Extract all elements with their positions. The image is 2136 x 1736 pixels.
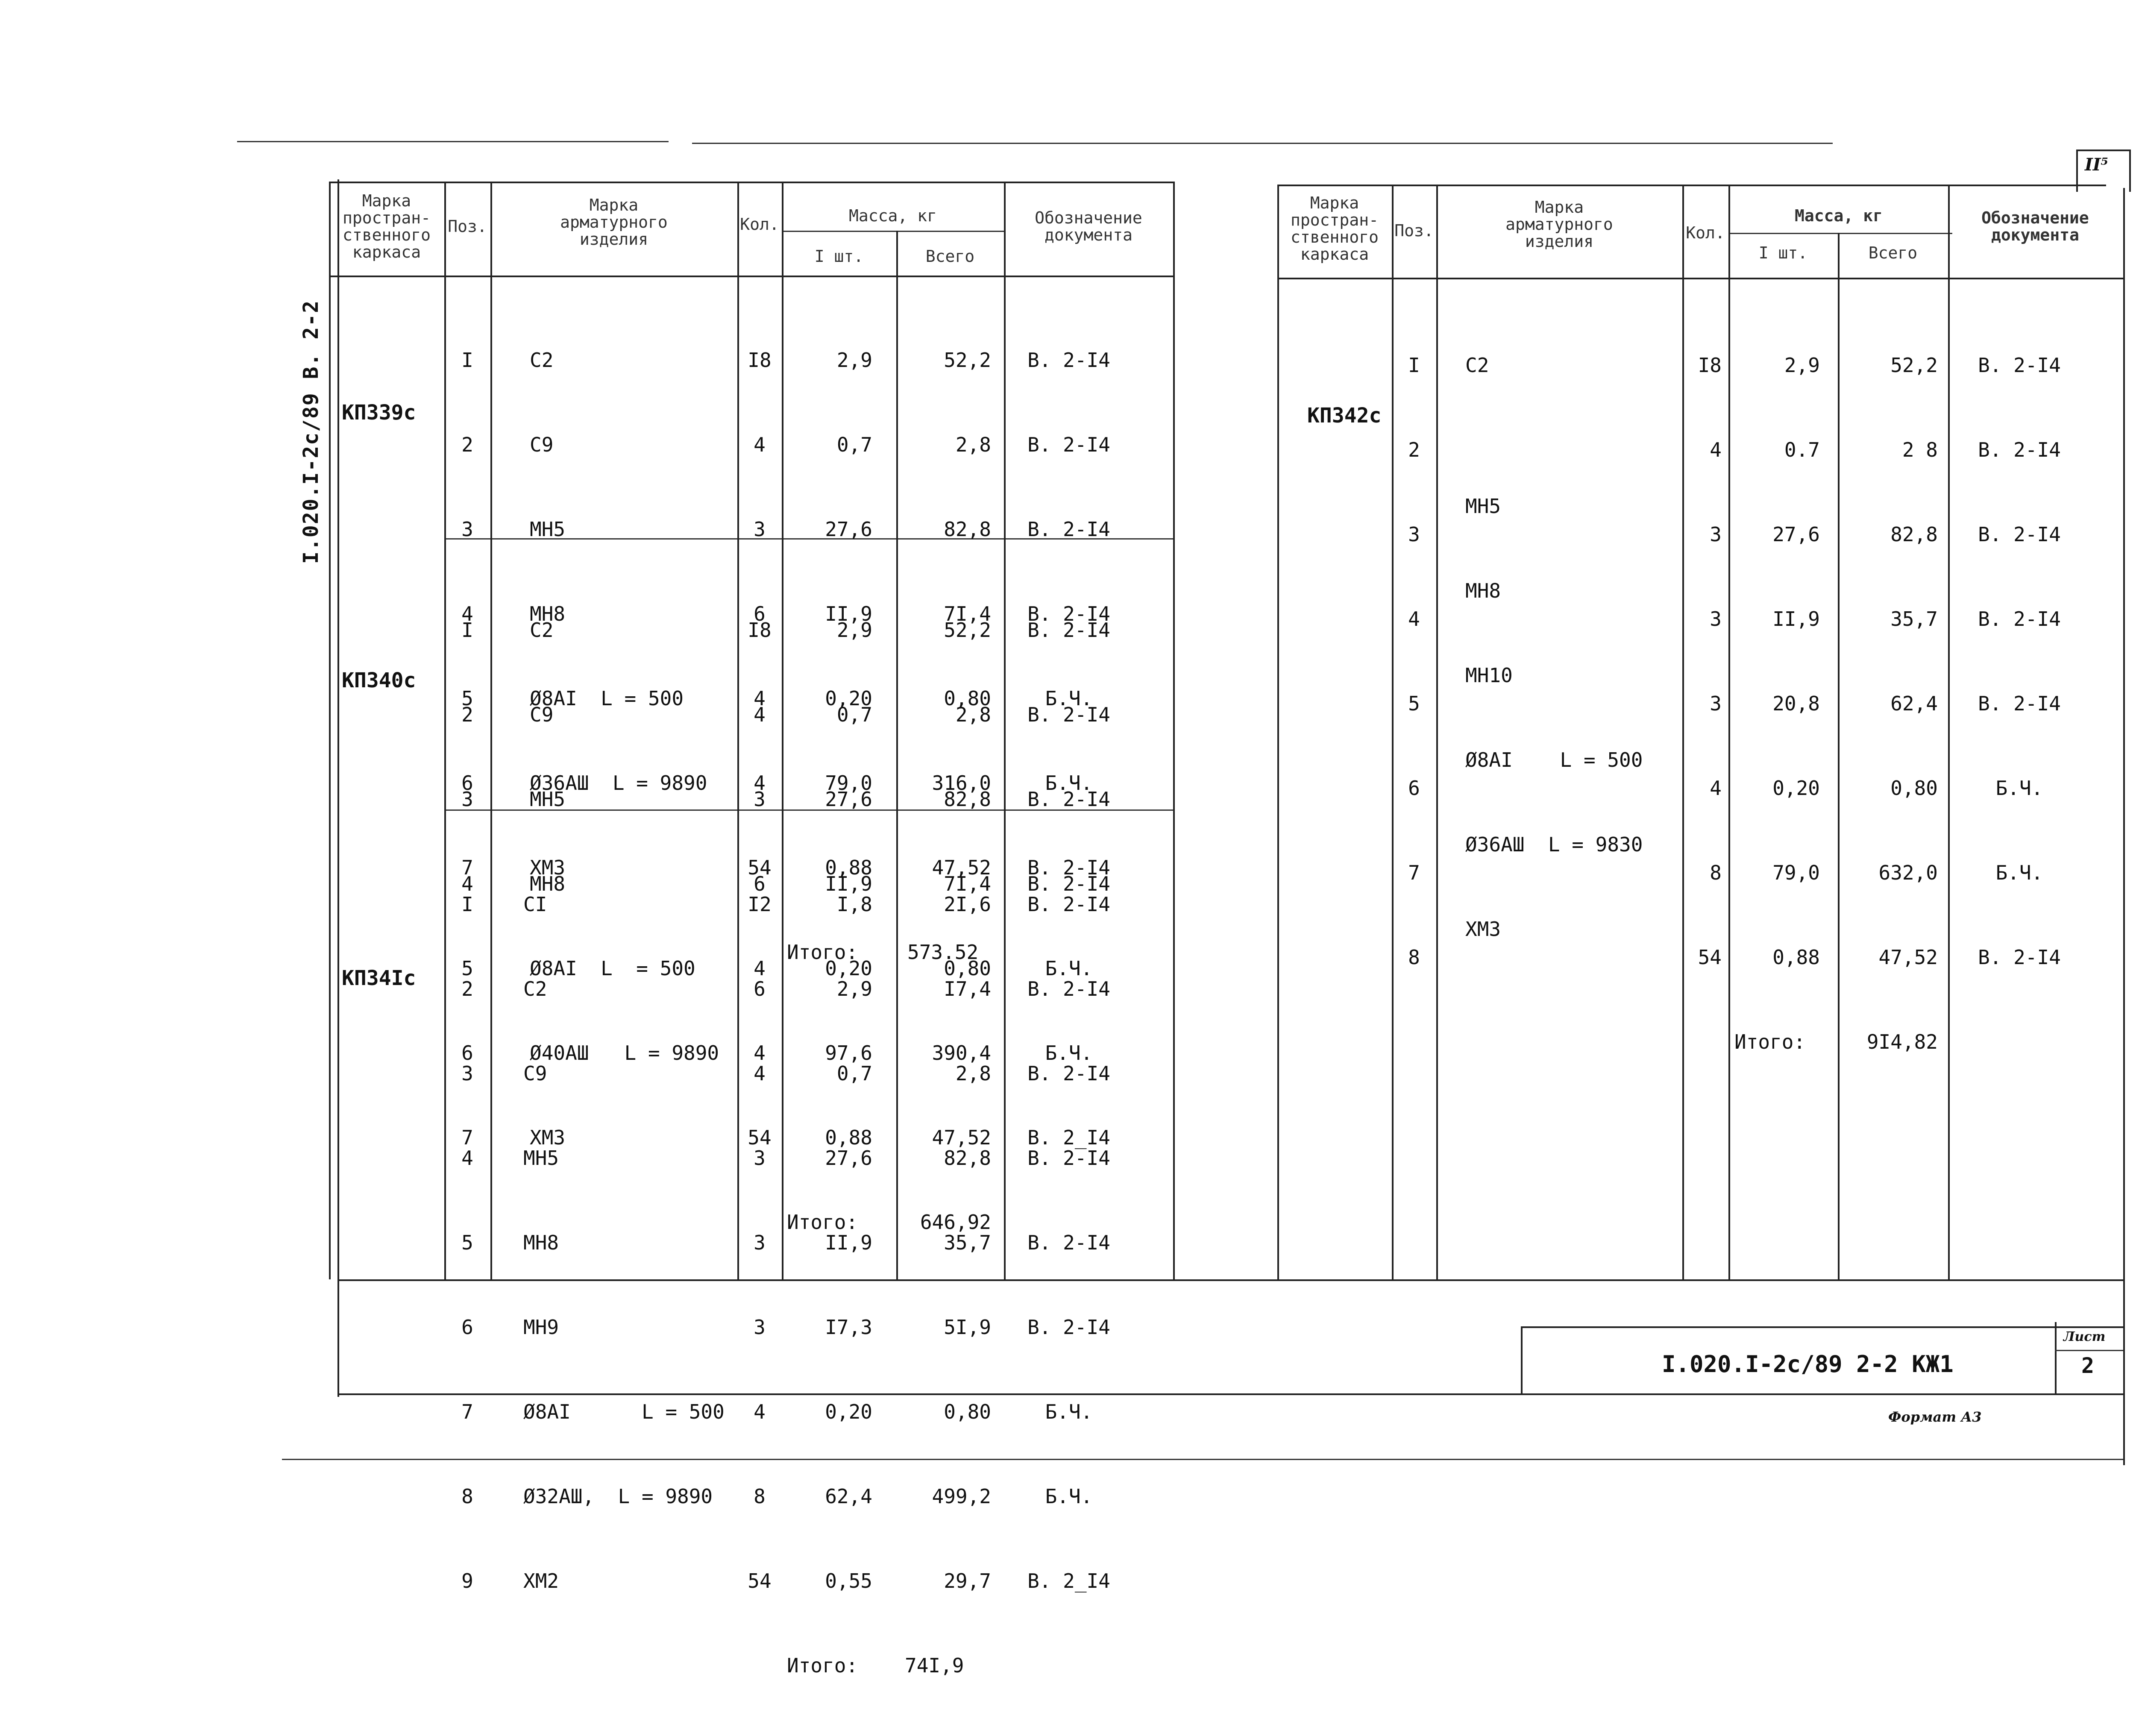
item-cell: ХМ3 <box>530 1126 566 1149</box>
format-label: Формат А3 <box>1888 1409 1982 1425</box>
total-label: Итого: <box>787 941 858 964</box>
item-cell: Ø8АI L = 500 <box>1465 748 1643 771</box>
mass-one-cell: II,9 <box>1772 607 1820 630</box>
right-all-col <box>1840 295 1938 1112</box>
left-header-mass-one: I шт. <box>814 247 864 266</box>
doc-cell: В. 2-I4 <box>1027 788 1110 811</box>
item-cell: С9 <box>530 703 554 726</box>
mass-one-cell: 0,7 <box>836 703 872 726</box>
mass-one-cell: 0,20 <box>1772 777 1820 800</box>
mass-one-cell: 27,6 <box>825 788 872 811</box>
qty-cell: 3 <box>754 518 766 541</box>
mass-one-cell: 2,9 <box>1784 354 1820 377</box>
qty-cell: 3 <box>1710 692 1722 715</box>
pos-cell: 9 <box>461 1569 473 1592</box>
mass-all-cell: 7I,4 <box>944 602 991 625</box>
pos-cell: 3 <box>461 518 473 541</box>
pos-cell: 8 <box>461 1485 473 1508</box>
mass-one-cell: 2,9 <box>836 349 872 372</box>
mass-one-cell: 2,9 <box>836 619 872 642</box>
left-header-mass-all: Всего <box>925 247 975 266</box>
item-cell: МН5 <box>530 788 566 811</box>
header-line: ственного <box>343 226 431 244</box>
qty-cell: 6 <box>754 977 766 1000</box>
header-line: простран- <box>1291 211 1379 229</box>
right-table-top <box>1277 185 2106 186</box>
right-pos-col <box>1393 295 1435 1028</box>
mass-one-cell: 0,20 <box>825 1400 872 1423</box>
right-header-mark-item <box>1437 199 1681 250</box>
pos-cell: 5 <box>461 687 473 710</box>
pos-cell: 3 <box>461 1062 473 1085</box>
doc-cell: В. 2-I4 <box>1027 856 1110 879</box>
doc-cell: В. 2-I4 <box>1978 692 2061 715</box>
qty-cell: 4 <box>754 771 766 795</box>
mass-one-cell: 0,88 <box>1772 946 1820 969</box>
mass-all-cell: 52,2 <box>944 619 991 642</box>
mass-one-cell: II,9 <box>825 872 872 895</box>
right-header-doc <box>1949 209 2121 243</box>
pos-cell: 2 <box>461 433 473 456</box>
pos-cell: 5 <box>461 957 473 980</box>
item-cell: МН9 <box>523 1316 559 1339</box>
mass-one-cell: 27,6 <box>825 518 872 541</box>
header-line: изделия <box>1525 232 1594 251</box>
header-line: арматурного <box>1505 215 1613 234</box>
top-rule-right <box>692 143 1833 144</box>
pos-cell: 4 <box>461 872 473 895</box>
mass-all-cell: 29,7 <box>944 1569 991 1592</box>
pos-cell: 4 <box>461 602 473 625</box>
qty-cell: 4 <box>1710 438 1722 461</box>
left-header-mark-frame <box>330 192 443 261</box>
mass-one-cell: 0,20 <box>825 957 872 980</box>
header-line: простран- <box>343 208 431 227</box>
mass-one-cell: 27,6 <box>825 1147 872 1170</box>
pos-cell: 4 <box>1408 607 1420 630</box>
mass-all-cell: 82,8 <box>944 518 991 541</box>
item-cell: С2 <box>530 619 554 642</box>
left-header-mass: Масса, кг <box>849 206 937 225</box>
item-cell: Ø8АI L = 500 <box>523 1400 725 1423</box>
item-cell: С2 <box>1465 354 1489 377</box>
qty-cell: 4 <box>754 687 766 710</box>
qty-cell: 54 <box>748 856 772 879</box>
qty-cell: 3 <box>1710 607 1722 630</box>
header-line: документа <box>1991 226 2079 244</box>
qty-cell: I8 <box>748 619 772 642</box>
pos-cell: 5 <box>1408 692 1420 715</box>
qty-cell: 6 <box>754 872 766 895</box>
frame-right <box>2123 188 2125 1465</box>
item-cell: Ø36АШ L = 9890 <box>530 771 707 795</box>
pos-cell: 2 <box>461 703 473 726</box>
doc-cell: В. 2-I4 <box>1978 946 2061 969</box>
qty-cell: 8 <box>754 1485 766 1508</box>
header-line: изделия <box>579 230 648 249</box>
left-header-qty: Кол. <box>740 215 779 234</box>
doc-cell: В. 2-I4 <box>1978 354 2061 377</box>
doc-cell: В. 2-I4 <box>1027 893 1110 916</box>
sheet-number: 2 <box>2081 1353 2095 1378</box>
left-g3-item-col <box>523 834 735 1651</box>
right-col-frame <box>1277 185 1279 1279</box>
doc-cell: В. 2-I4 <box>1027 1062 1110 1085</box>
mass-all-cell: 499,2 <box>932 1485 991 1508</box>
qty-cell: 4 <box>754 703 766 726</box>
stamp-top <box>1521 1326 2123 1328</box>
header-line: Обозначение <box>1035 208 1142 227</box>
mass-all-cell: 0,80 <box>1890 777 1938 800</box>
pos-cell: 2 <box>461 977 473 1000</box>
pos-cell: 7 <box>461 856 473 879</box>
left-header-doc <box>1005 209 1172 243</box>
mass-one-cell: 62,4 <box>825 1485 872 1508</box>
qty-cell: 3 <box>754 1147 766 1170</box>
sheet-label: Лист <box>2063 1329 2106 1344</box>
qty-cell: 4 <box>754 957 766 980</box>
mass-one-cell: 2,9 <box>836 977 872 1000</box>
total-value: 646,92 <box>920 1211 991 1234</box>
left-mass-split <box>782 231 1004 232</box>
mass-all-cell: 35,7 <box>944 1231 991 1254</box>
frame-mark-kp340: КП340с <box>342 669 416 692</box>
header-line: Марка <box>1310 194 1359 212</box>
doc-cell: В. 2-I4 <box>1027 349 1110 372</box>
mass-all-cell: 82,8 <box>1890 523 1938 546</box>
qty-cell: 54 <box>748 1569 772 1592</box>
header-line: Марка <box>1535 198 1584 217</box>
pos-cell: I <box>461 349 473 372</box>
pos-cell: 6 <box>461 1041 473 1064</box>
doc-cell: В. 2-I4 <box>1027 1147 1110 1170</box>
mass-one-cell: 0,88 <box>825 1126 872 1149</box>
qty-cell: 3 <box>1710 523 1722 546</box>
item-cell: МН5 <box>523 1147 559 1170</box>
mass-all-cell: 632,0 <box>1878 861 1938 884</box>
mass-one-cell: 27,6 <box>1772 523 1820 546</box>
item-cell: Ø32АШ, L = 9890 <box>523 1485 713 1508</box>
right-header-mark-frame <box>1278 194 1391 263</box>
right-header-pos: Поз. <box>1394 221 1434 240</box>
right-one-col <box>1730 295 1820 1112</box>
header-line: Марка <box>362 191 411 210</box>
item-cell: Ø40АШ L = 9890 <box>530 1041 719 1064</box>
doc-cell: В. 2-I4 <box>1027 619 1110 642</box>
doc-cell: В. 2_I4 <box>1027 1126 1110 1149</box>
header-line: каркаса <box>1300 245 1369 264</box>
frame-mark-kp342: КП342с <box>1307 404 1382 428</box>
pos-cell: 4 <box>461 1147 473 1170</box>
item-cell: МН8 <box>530 872 566 895</box>
mass-all-cell: 47,52 <box>1878 946 1938 969</box>
right-doc-col <box>1949 295 2090 1028</box>
mass-one-cell: II,9 <box>825 602 872 625</box>
qty-cell: 6 <box>754 602 766 625</box>
pos-cell: 2 <box>1408 438 1420 461</box>
frame-mark-kp341: КП34Iс <box>342 966 416 990</box>
mass-all-cell: 390,4 <box>932 1041 991 1064</box>
header-line: документа <box>1045 226 1133 244</box>
left-g3-pos-col <box>445 834 490 1651</box>
left-col-end <box>1173 182 1175 1279</box>
mass-all-cell: 2,8 <box>955 433 991 456</box>
left-g3-doc-col <box>1005 834 1133 1651</box>
qty-cell: 3 <box>754 1231 766 1254</box>
qty-cell: I8 <box>748 349 772 372</box>
mass-one-cell: 20,8 <box>1772 692 1820 715</box>
mass-one-cell: 0,88 <box>825 856 872 879</box>
mass-all-cell: 35,7 <box>1890 607 1938 630</box>
right-col-item <box>1436 185 1438 1279</box>
left-col-frame <box>329 182 331 1279</box>
total-label: Итого: <box>787 1654 858 1677</box>
header-line: Марка <box>589 196 639 214</box>
doc-cell: В. 2-I4 <box>1978 438 2061 461</box>
item-cell: МН8 <box>530 602 566 625</box>
qty-cell: I8 <box>1698 354 1722 377</box>
right-mass-split <box>1730 233 1952 234</box>
frame-left <box>337 179 339 1397</box>
doc-cell: В. 2-I4 <box>1027 1316 1110 1339</box>
mass-all-cell: 52,2 <box>944 349 991 372</box>
item-cell: С2 <box>530 349 554 372</box>
doc-cell: Б.Ч. <box>1045 687 1093 710</box>
doc-cell: В. 2-I4 <box>1027 703 1110 726</box>
mass-all-cell: 82,8 <box>944 788 991 811</box>
doc-cell: Б.Ч. <box>1045 771 1093 795</box>
right-header-mass: Масса, кг <box>1795 206 1883 225</box>
mass-all-cell: I7,4 <box>944 977 991 1000</box>
mass-all-cell: 52,2 <box>1890 354 1938 377</box>
mass-one-cell: 0,7 <box>836 1062 872 1085</box>
doc-cell: Б.Ч. <box>1045 1041 1093 1064</box>
doc-cell: В. 2_I4 <box>1027 1569 1110 1592</box>
qty-cell: 4 <box>754 1041 766 1064</box>
item-cell: ХМ3 <box>1465 918 1501 941</box>
mass-all-cell: 7I,4 <box>944 872 991 895</box>
pos-cell: 3 <box>1408 523 1420 546</box>
qty-cell: 54 <box>1698 946 1722 969</box>
pos-cell: I <box>461 893 473 916</box>
pos-cell: 5 <box>461 1231 473 1254</box>
mass-all-cell: 5I,9 <box>944 1316 991 1339</box>
item-cell: С2 <box>523 977 547 1000</box>
header-line: ственного <box>1291 228 1379 246</box>
stamp-sheet-label-rule <box>2055 1350 2123 1351</box>
header-line: арматурного <box>560 213 668 232</box>
document-code: I.020.I-2с/89 2-2 КЖ1 <box>1662 1351 1954 1378</box>
item-cell: С9 <box>523 1062 547 1085</box>
mass-all-cell: 2,8 <box>955 703 991 726</box>
mass-one-cell: 79,0 <box>1772 861 1820 884</box>
pos-cell: 6 <box>461 771 473 795</box>
item-cell: МН8 <box>523 1231 559 1254</box>
doc-cell: Б.Ч. <box>1995 861 2043 884</box>
frame-mark-kp339: КП339с <box>342 401 416 425</box>
pos-cell: 7 <box>461 1126 473 1149</box>
mass-one-cell: 0,20 <box>825 687 872 710</box>
mass-one-cell: I,8 <box>836 893 872 916</box>
qty-cell: 4 <box>1710 777 1722 800</box>
left-table-top <box>329 182 1175 183</box>
corner-mark: II⁵ <box>2085 155 2108 175</box>
item-cell: Ø8АI L = 500 <box>530 957 695 980</box>
left-header-pos: Поз. <box>448 217 487 236</box>
mass-all-cell: 0,80 <box>944 957 991 980</box>
total-value: 573.52 <box>907 941 979 964</box>
header-line: Обозначение <box>1981 208 2089 227</box>
stamp-sheet-divider <box>2055 1322 2057 1395</box>
qty-cell: 8 <box>1710 861 1722 884</box>
qty-cell: 3 <box>754 788 766 811</box>
doc-cell: В. 2-I4 <box>1978 523 2061 546</box>
doc-cell: В. 2-I4 <box>1027 518 1110 541</box>
mass-all-cell: 62,4 <box>1890 692 1938 715</box>
item-cell: Ø36АШ L = 9830 <box>1465 833 1643 856</box>
qty-cell: 3 <box>754 1316 766 1339</box>
qty-cell: I2 <box>748 893 772 916</box>
item-cell: Ø8АI L = 500 <box>530 687 684 710</box>
left-g3-one-col <box>783 834 872 1736</box>
pos-cell: 8 <box>1408 946 1420 969</box>
mass-all-cell: 2I,6 <box>944 893 991 916</box>
doc-cell: В. 2-I4 <box>1027 872 1110 895</box>
right-qty-col <box>1683 295 1722 1028</box>
item-cell: ХМ2 <box>523 1569 559 1592</box>
right-header-bottom <box>1277 278 2123 279</box>
mass-one-cell: 0,7 <box>836 433 872 456</box>
left-g3-all-col <box>898 834 991 1736</box>
mass-all-cell: 47,52 <box>932 856 991 879</box>
mass-all-cell: 82,8 <box>944 1147 991 1170</box>
left-header-bottom <box>329 276 1175 277</box>
mass-all-cell: 0,80 <box>944 687 991 710</box>
doc-cell: В. 2-I4 <box>1027 977 1110 1000</box>
right-item-col <box>1465 295 1679 1000</box>
pos-cell: 6 <box>461 1316 473 1339</box>
doc-cell: Б.Ч. <box>1045 1400 1093 1423</box>
right-header-qty: Кол. <box>1686 223 1725 242</box>
top-rule-left <box>237 141 669 142</box>
item-cell: ХМ3 <box>530 856 566 879</box>
mass-all-cell: 47,52 <box>932 1126 991 1149</box>
mass-one-cell: 0.7 <box>1784 438 1820 461</box>
pos-cell: 6 <box>1408 777 1420 800</box>
doc-cell: Б.Ч. <box>1995 777 2043 800</box>
left-g3-qty-col <box>738 834 781 1651</box>
pos-cell: 7 <box>461 1400 473 1423</box>
pos-cell: 7 <box>1408 861 1420 884</box>
total-label: Итого: <box>1734 1030 1806 1053</box>
mass-all-cell: 0,80 <box>944 1400 991 1423</box>
doc-cell: Б.Ч. <box>1045 957 1093 980</box>
qty-cell: 4 <box>754 433 766 456</box>
stamp-left <box>1521 1326 1523 1395</box>
qty-cell: 4 <box>754 1400 766 1423</box>
right-header-mass-one: I шт. <box>1758 243 1808 262</box>
mass-one-cell: I7,3 <box>825 1316 872 1339</box>
item-cell: МН10 <box>1465 664 1513 687</box>
item-cell: С9 <box>530 433 554 456</box>
item-cell: СI <box>523 893 547 916</box>
item-cell: МН5 <box>530 518 566 541</box>
doc-cell: В. 2-I4 <box>1027 1231 1110 1254</box>
mass-one-cell: II,9 <box>825 1231 872 1254</box>
total-value: 9I4,82 <box>1866 1030 1938 1053</box>
mass-one-cell: 97,6 <box>825 1041 872 1064</box>
pos-cell: I <box>461 619 473 642</box>
pos-cell: 3 <box>461 788 473 811</box>
doc-cell: В. 2-I4 <box>1027 602 1110 625</box>
item-cell: МН5 <box>1465 495 1501 518</box>
side-document-code: I.020.I-2c/89 В. 2-2 <box>299 300 323 564</box>
doc-cell: В. 2-I4 <box>1978 607 2061 630</box>
doc-cell: В. 2-I4 <box>1027 433 1110 456</box>
pos-cell: I <box>1408 354 1420 377</box>
total-label: Итого: <box>787 1211 858 1234</box>
mass-all-cell: 316,0 <box>932 771 991 795</box>
header-line: каркаса <box>352 243 421 261</box>
doc-cell: Б.Ч. <box>1045 1485 1093 1508</box>
item-cell: МН8 <box>1465 579 1501 602</box>
mass-one-cell: 0,55 <box>825 1569 872 1592</box>
left-header-mark-item <box>491 196 736 248</box>
mass-all-cell: 2,8 <box>955 1062 991 1085</box>
mass-one-cell: 79,0 <box>825 771 872 795</box>
right-header-mass-all: Всего <box>1868 243 1918 262</box>
qty-cell: 4 <box>754 1062 766 1085</box>
total-value: 74I,9 <box>905 1654 964 1677</box>
mass-all-cell: 2 8 <box>1902 438 1938 461</box>
qty-cell: 54 <box>748 1126 772 1149</box>
